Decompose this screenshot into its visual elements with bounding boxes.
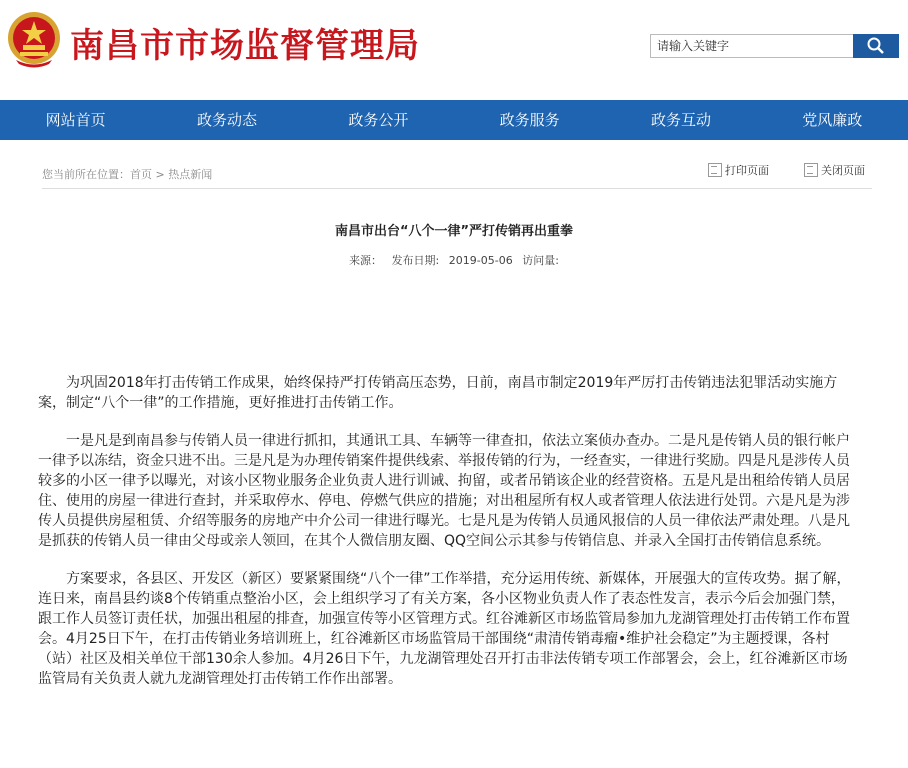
search-box (650, 34, 900, 58)
article-title: 南昌市出台“八个一律”严打传销再出重拳 (334, 224, 574, 239)
national-emblem-icon (6, 8, 62, 70)
article-content (38, 373, 858, 689)
nav-government-news[interactable]: 政务动态 (196, 111, 257, 129)
main-nav (0, 100, 908, 140)
print-page-button[interactable] (706, 162, 769, 178)
print-page-label: 打印页面 (725, 164, 769, 177)
nav-government-interaction[interactable]: 政务互动 (650, 111, 711, 129)
article-meta (0, 252, 908, 268)
article-paragraph: 方案要求，各县区、开发区（新区）要紧紧围绕“八个一律”工作举措，充分运用传统、新媒体，开展强大的宣传攻势。据了解，连日来，南昌县约谈8个传销重点整治小区，会上组织学习了有关方案，各小区物业负责人作了表态性发言，表示今后会加强门禁，跟工作人员签订责任状，加强出租屋的排查，加强宣传等小区管理方式。红谷滩新区市场监管局参加九龙湖管理处打击传销工作布置会。4月25日下午，在打击传销业务培训班上，红谷滩新区市场监管局干部围绕“肃清传销毒瘤•维护社会稳定”为主题授课，各村（站）社区及相关单位干部130余人参加。4月26日下午，九龙湖管理处召开打击非法传销专项工作部署会，会上，红谷滩新区市场监管局有关负责人就九龙湖管理处打击传销工作作出部署。 (38, 571, 851, 687)
search-input[interactable] (650, 34, 856, 58)
article-paragraph: 一是凡是到南昌参与传销人员一律进行抓扣，其通讯工具、车辆等一律查扣，依法立案侦办查办。二是凡是传销人员的银行帐户一律予以冻结，资金只进不出。三是凡是为办理传销案件提供线索、举报传销的行为，一经查实，一律进行奖励。四是凡是涉传人员较多的小区一律予以曝光，对该小区物业服务企业负责人进行训诫、拘留，或者吊销该企业的经营资格。五是凡是出租给传销人员居住、使用的房屋一律进行查封，并采取停水、停电、停燃气供应的措施；对出租屋所有权人或者管理人依法进行处罚。六是凡是为涉传人员提供房屋租赁、介绍等服务的房地产中介公司一律进行曝光。七是凡是为传销人员通风报信的人员一律依法严肃处理。八是凡是抓获的传销人员一律由父母或亲人领回，在其个人微信朋友圈、QQ空间公示其参与传销信息、并录入全国打击传销信息系统。 (38, 433, 850, 549)
nav-government-affairs-public[interactable]: 政务公开 (348, 111, 409, 129)
close-page-icon (804, 163, 818, 177)
close-page-button[interactable] (802, 162, 865, 178)
date-label: 发布日期: (391, 254, 440, 267)
breadcrumb-separator: > (155, 168, 165, 181)
site-header (0, 0, 908, 100)
nav-government-services[interactable]: 政务服务 (499, 111, 560, 129)
article-paragraph: 为巩固2018年打击传销工作成果，始终保持严打传销高压态势，日前，南昌市制定2019年严厉打击传销违法犯罪活动实施方案，制定“八个一律”的工作措施，更好推进打击传销工作。 (38, 375, 838, 411)
search-button[interactable] (853, 34, 899, 58)
source-label: 来源： (349, 254, 383, 267)
close-page-label: 关闭页面 (821, 164, 865, 177)
breadcrumb-current[interactable]: 热点新闻 (168, 168, 213, 181)
site-title: 南昌市市场监督管理局 (70, 26, 420, 66)
breadcrumb-home[interactable]: 首页 (130, 168, 152, 181)
visits-label: 访问量: (522, 254, 559, 267)
nav-home[interactable]: 网站首页 (45, 111, 106, 129)
search-icon (866, 36, 886, 56)
print-icon (708, 163, 722, 177)
publish-date: 2019-05-06 (448, 254, 513, 267)
breadcrumb-row (0, 140, 908, 186)
nav-clean-government[interactable]: 党风廉政 (802, 111, 863, 129)
breadcrumb-prefix: 您当前所在位置： (42, 168, 130, 181)
